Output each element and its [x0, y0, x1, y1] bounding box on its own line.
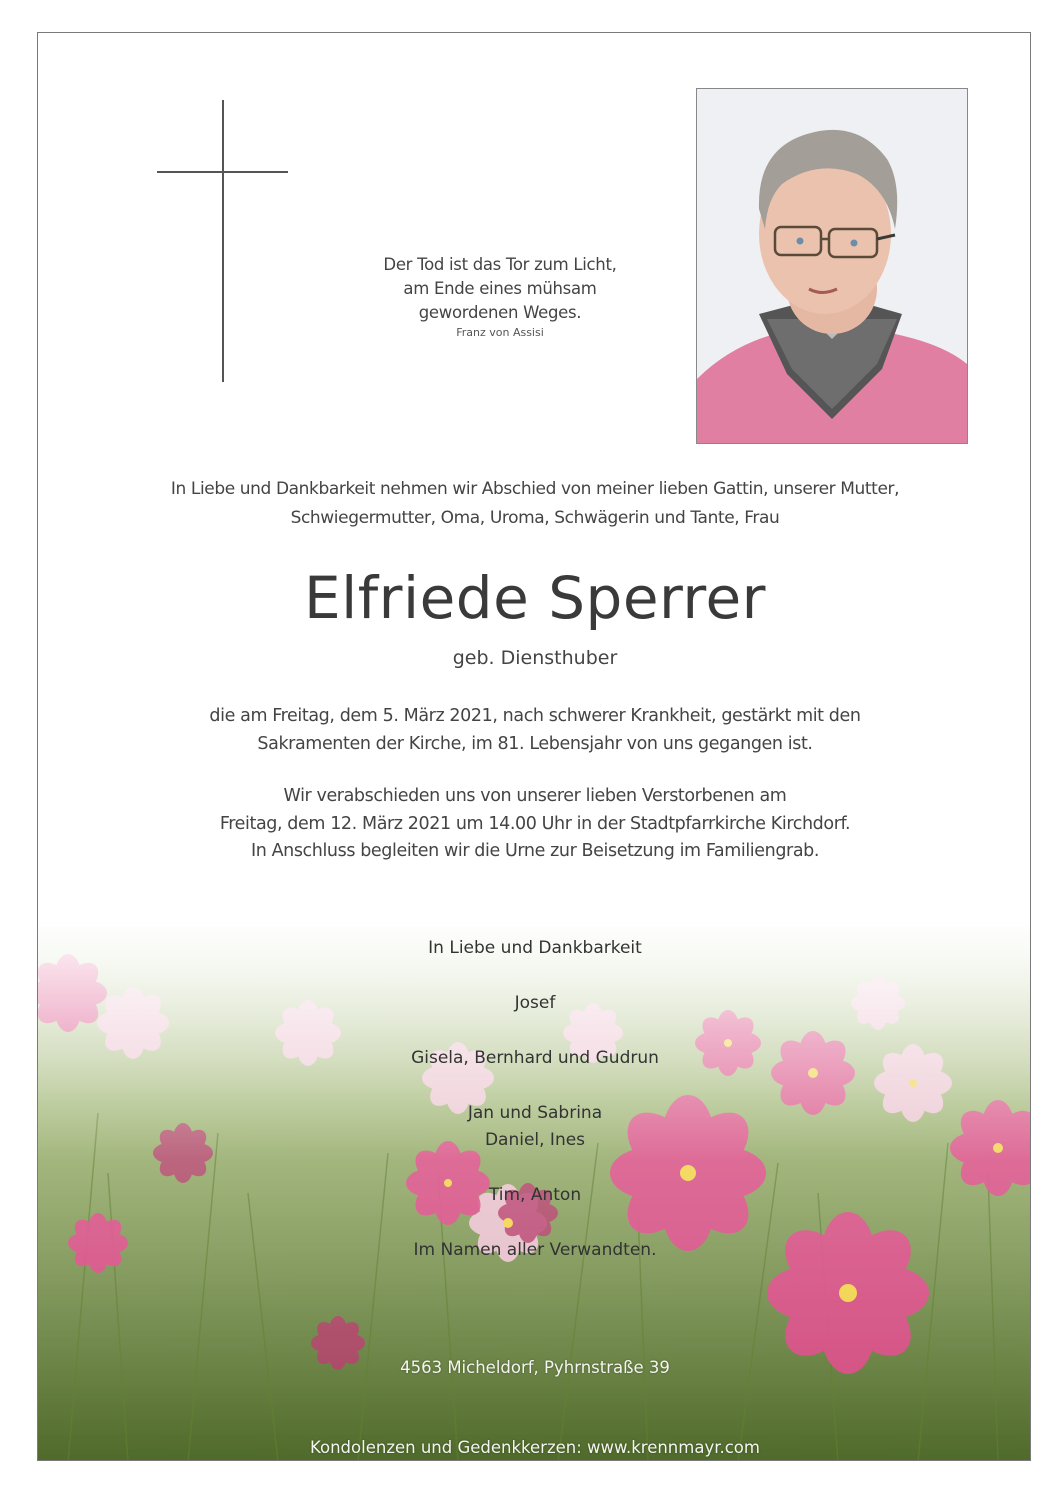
quote-author: Franz von Assisi	[456, 326, 544, 339]
condolence-link[interactable]: Kondolenzen und Gedenkkerzen: www.krennmayr.com	[310, 1438, 760, 1457]
portrait-icon	[697, 89, 967, 443]
quote-line: Der Tod ist das Tor zum Licht,	[383, 255, 617, 274]
funeral-line: In Anschluss begleiten wir die Urne zur Beisetzung im Familiengrab.	[250, 841, 820, 861]
mourner-children: Gisela, Bernhard und Gudrun	[411, 1048, 659, 1068]
mourners-heading: In Liebe und Dankbarkeit	[428, 938, 642, 958]
portrait-photo	[696, 88, 968, 444]
maiden-name: geb. Diensthuber	[452, 647, 618, 669]
funeral-line: Wir verabschieden uns von unserer lieben Verstorbenen am	[283, 786, 787, 806]
mourner-grandchildren: Jan und Sabrina	[467, 1103, 603, 1123]
funeral-line: Freitag, dem 12. März 2021 um 14.00 Uhr in der Stadtpfarrkirche Kirchdorf.	[219, 813, 851, 834]
intro-line: Schwiegermutter, Oma, Uroma, Schwägerin und Tante, Frau	[290, 508, 780, 528]
memorial-quote	[360, 253, 640, 341]
intro-text	[98, 475, 972, 533]
mourners-closing: Im Namen aller Verwandten.	[413, 1240, 657, 1260]
cross-icon-vertical	[222, 100, 224, 382]
intro-line: In Liebe und Dankbarkeit nehmen wir Abschied von meiner lieben Gattin, unserer Mutter,	[170, 479, 900, 499]
death-notice-line: Sakramenten der Kirche, im 81. Lebensjahr von uns gegangen ist.	[257, 733, 813, 754]
deceased-name: Elfriede Sperrer	[303, 564, 766, 632]
death-notice	[98, 703, 972, 758]
mourner-great-grandchildren: Tim, Anton	[488, 1185, 582, 1205]
funeral-notice	[98, 783, 972, 866]
death-notice-line: die am Freitag, dem 5. März 2021, nach schwerer Krankheit, gestärkt mit den	[209, 706, 861, 726]
address: 4563 Micheldorf, Pyhrnstraße 39	[400, 1358, 670, 1377]
obituary-frame	[37, 32, 1031, 1461]
quote-line: gewordenen Weges.	[418, 303, 582, 322]
mourner-grandchildren: Daniel, Ines	[484, 1130, 586, 1150]
cross-icon-horizontal	[157, 171, 288, 173]
mourner-spouse: Josef	[514, 993, 556, 1013]
quote-line: am Ende eines mühsam	[403, 279, 597, 298]
